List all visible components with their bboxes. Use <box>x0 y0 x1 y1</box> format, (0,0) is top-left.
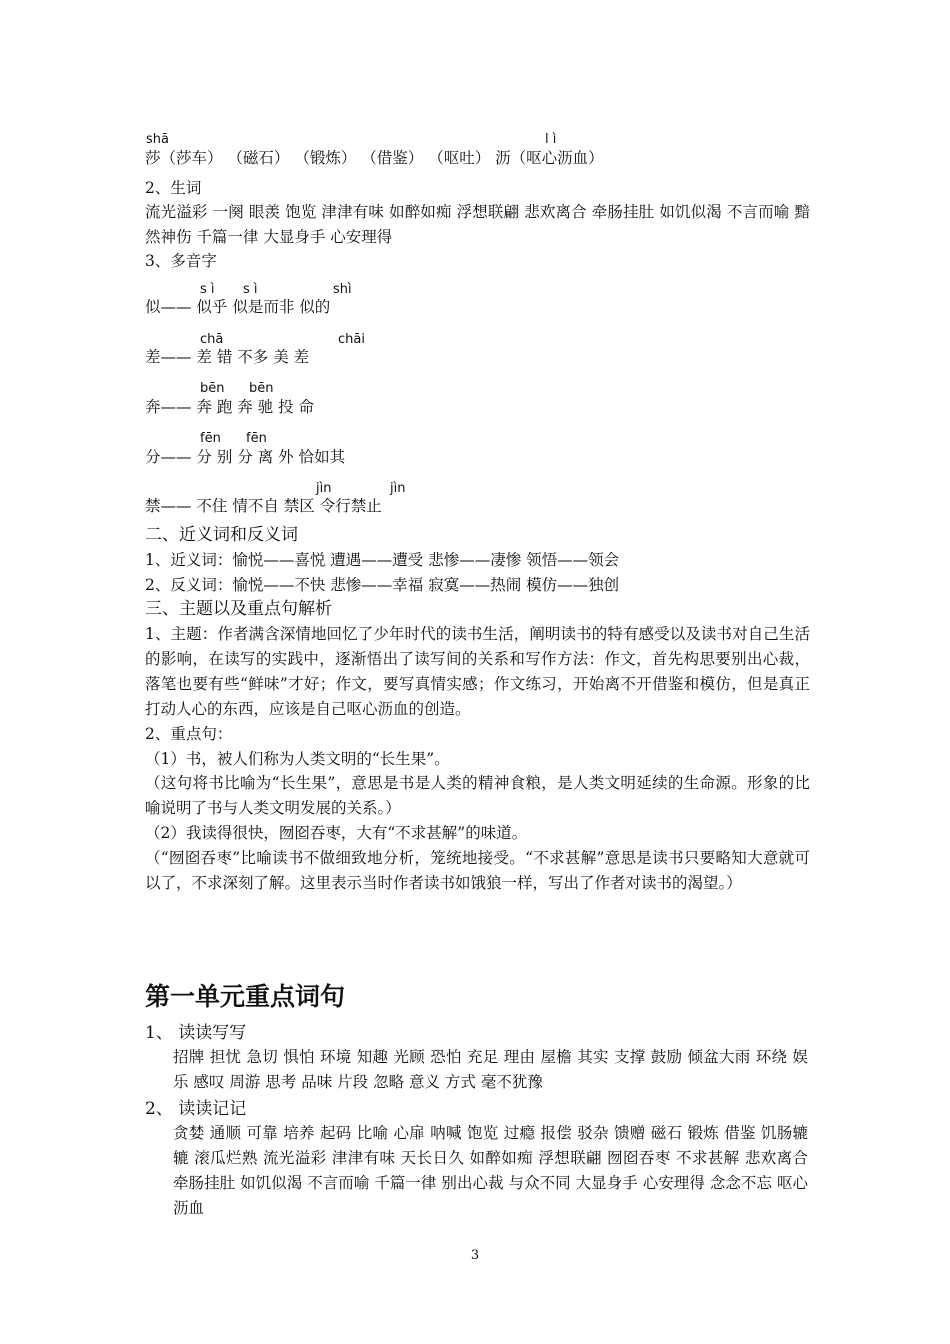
theme-paragraph: 1、主题：作者满含深情地回忆了少年时代的读书生活，阐明读书的特有感受以及读书对自己生活的影响，在读写的实践中，逐渐悟出了读写间的关系和写作方法：作文，首先构思要别出心裁，落笔也要有些“鲜味”才好；作文，要写真情实感；作文练习，开始离不开借鉴和模仿，但是真正打动人心的东西，应该是自己呕心沥血的创造。 <box>145 625 810 718</box>
pinyin-sha: shā <box>146 132 169 147</box>
pinyin-chai: chāi <box>338 332 365 347</box>
char-list-line: 莎（莎车） （磁石） （锻炼） （借鉴） （呕吐） 沥（呕心沥血） <box>145 149 604 167</box>
page-number: 3 <box>470 1248 480 1263</box>
antonyms-line: 2、反义词：愉悦——不快 悲惨——幸福 寂寞——热闹 模仿——独创 <box>145 576 620 594</box>
pinyin-shi: shì <box>333 282 352 297</box>
section2-heading: 二、近义词和反义词 <box>145 525 298 545</box>
key-sentence-2: （2）我读得很快，囫囵吞枣，大有“不求甚解”的味道。 <box>145 824 528 842</box>
pinyin-cha: chā <box>200 332 224 347</box>
key-sentences-heading: 2、重点句： <box>145 725 233 743</box>
pinyin-li: l ì <box>545 132 557 147</box>
key-sentence-1: （1）书，被人们称为人类文明的“长生果”。 <box>145 750 450 768</box>
pinyin-fen-1: fēn <box>200 431 221 446</box>
duoyin-fen: 分—— 分 别 分 离 外 恰如其 <box>145 448 346 466</box>
duoyin-ben: 奔—— 奔 跑 奔 驰 投 命 <box>145 398 315 416</box>
duoyin-si: 似—— 似乎 似是而非 似的 <box>145 298 331 316</box>
pinyin-ben-1: bēn <box>200 381 225 396</box>
pinyin-jin-2: jìn <box>390 481 406 496</box>
read-remember-words: 贪婪 通顺 可靠 培养 起码 比喻 心扉 呐喊 饱览 过瘾 报偿 驳杂 馈赠 磁石 锻炼 借鉴 饥肠辘辘 滚瓜烂熟 流光溢彩 津津有味 天长日久 如醉如痴 浮想联翩 囫囵吞枣 不求甚解 悲欢离合 牵肠挂肚 如饥似渴 不言而喻 千篇一律 别出心裁 与众不同 大显身手 心安理得 念念不忘 呕心沥血 <box>173 1124 808 1217</box>
read-write-heading: 1、 读读写写 <box>145 1023 247 1043</box>
pinyin-si-2: s ì <box>243 282 258 297</box>
pinyin-ben-2: bēn <box>249 381 274 396</box>
duoyin-cha: 差—— 差 错 不多 美 差 <box>145 348 310 366</box>
shengci-heading: 2、生词 <box>145 179 202 197</box>
section3-heading: 三、主题以及重点句解析 <box>145 599 332 619</box>
read-remember-heading: 2、 读读记记 <box>145 1099 247 1119</box>
key-sentence-2-note: （“囫囵吞枣”比喻读书不做细致地分析，笼统地接受。“不求甚解”意思是读书只要略知大意就可以了，不求深刻了解。这里表示当时作者读书如饿狼一样，写出了作者对读书的渴望。） <box>145 849 810 892</box>
read-write-words: 招牌 担忧 急切 惧怕 环境 知趣 光顾 恐怕 充足 理由 屋檐 其实 支撑 鼓励 倾盆大雨 环绕 娱乐 感叹 周游 思考 品味 片段 忽略 意义 方式 毫不犹豫 <box>173 1048 808 1091</box>
duoyin-jin: 禁—— 不住 情不自 禁区 令行禁止 <box>145 497 382 515</box>
synonyms-line: 1、近义词：愉悦——喜悦 遭遇——遭受 悲惨——凄惨 领悟——领会 <box>145 551 620 569</box>
shengci-text: 流光溢彩 一阕 眼羡 饱览 津津有味 如醉如痴 浮想联翩 悲欢离合 牵肠挂肚 如饥似渴 不言而喻 黯然神伤 千篇一律 大显身手 心安理得 <box>145 203 810 246</box>
pinyin-jin-1: jìn <box>316 481 332 496</box>
pinyin-fen-2: fēn <box>246 431 267 446</box>
key-sentence-1-note: （这句将书比喻为“长生果”，意思是书是人类的精神食粮，是人类文明延续的生命源。形象的比喻说明了书与人类文明发展的关系。） <box>145 774 810 817</box>
duoyinzi-heading: 3、多音字 <box>145 252 217 270</box>
pinyin-si-1: s ì <box>200 282 215 297</box>
unit-title: 第一单元重点词句 <box>145 982 346 1011</box>
